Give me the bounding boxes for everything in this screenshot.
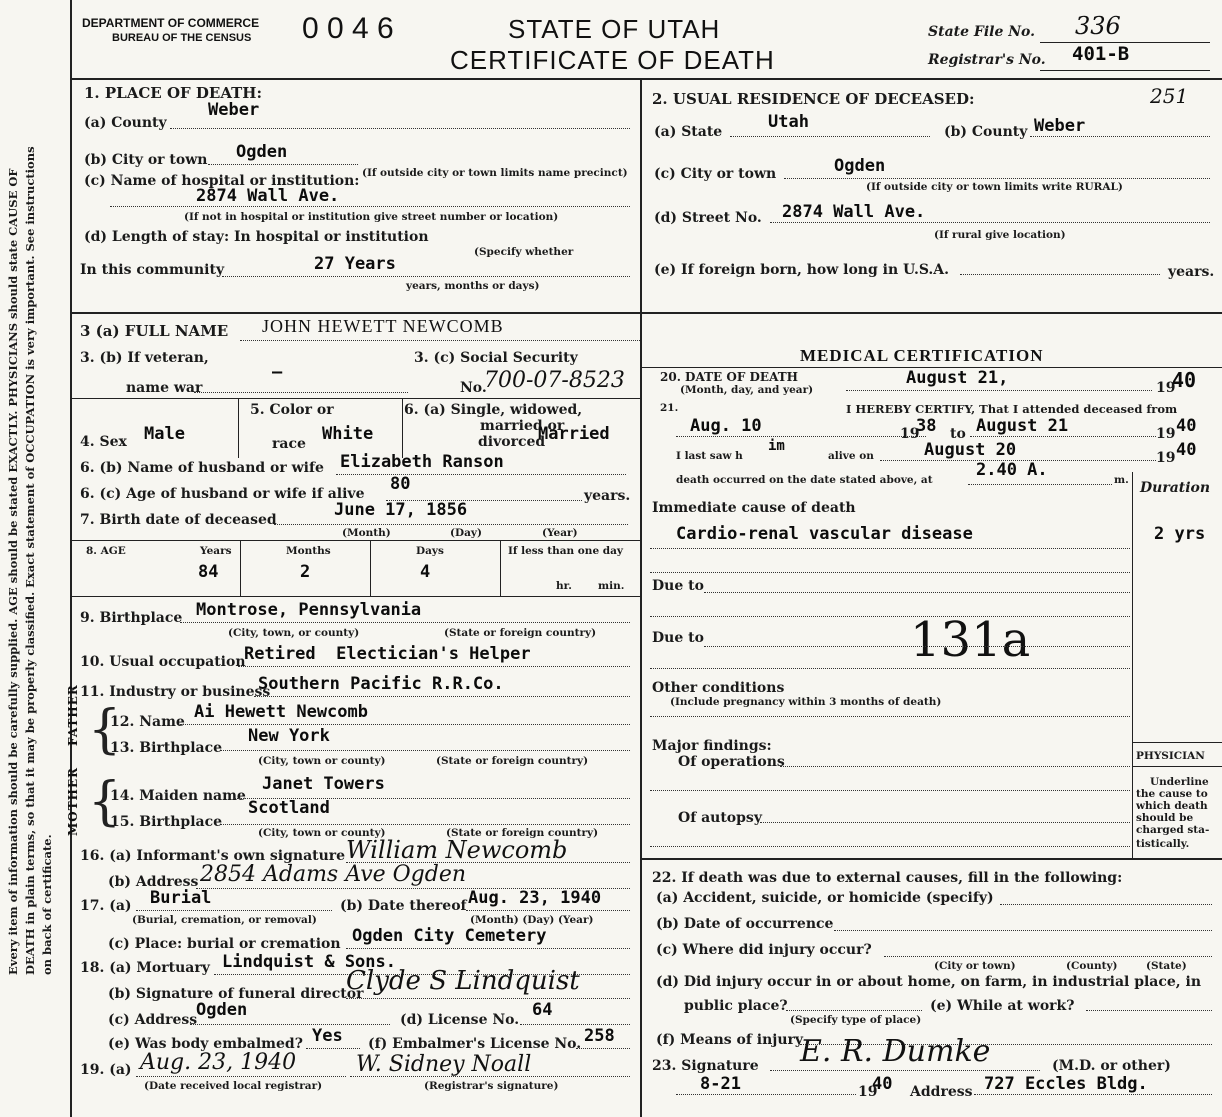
mother-birthplace-label: 15. Birthplace [110,814,223,830]
attend-to-year-prefix: 19 [1156,426,1176,442]
spouse-age: 80 [390,474,411,494]
father-bp-note-state: (State or foreign country) [436,755,589,767]
registrar-sig-note: (Registrar's signature) [424,1080,559,1092]
marital-label: 6. (a) Single, widowed, [404,402,583,418]
signature-date: 8-21 [700,1074,741,1094]
industry-label: 11. Industry or business [80,684,271,700]
age-years: 84 [198,562,219,582]
registrar-label: Registrar's No. [928,52,1046,68]
spouse-age-label: 6. (c) Age of husband or wife if alive [80,486,365,502]
state-file-label: State File No. [928,24,1036,40]
pod-community: 27 Years [314,254,396,274]
res-county: Weber [1034,116,1086,136]
industry: Southern Pacific R.R.Co. [258,674,504,694]
underline-note-6: tistically. [1136,838,1190,850]
attend-to: August 21 [976,416,1069,436]
license: 64 [532,1000,553,1020]
veteran-name-war: name war [126,380,203,396]
state-file-number: 336 [1075,12,1121,40]
mother-brace: { [88,772,122,832]
residence-corner-mark: 251 [1150,84,1189,108]
physician-signature: E. R. Dumke [800,1034,991,1069]
father-birthplace: New York [248,726,330,746]
burial-date: Aug. 23, 1940 [468,888,602,908]
pod-city: Ogden [236,142,288,162]
operations-label: Of operations [678,754,785,770]
public-note: (Specify type of place) [790,1014,922,1026]
informant-address: 2854 Adams Ave Ogden [200,862,467,887]
registrar-signature: W. Sidney Noall [356,1052,532,1077]
pod-city-note: (If outside city or town limits name precinct) [362,167,628,179]
res-county-label: (b) County [944,124,1028,140]
burial-date-label: (b) Date thereof [340,898,467,914]
color-label: 5. Color or [250,402,334,418]
director-signature: Clyde S Lindquist [346,966,580,996]
certify-number: 21. [660,402,679,414]
age-months-label: Months [286,545,331,557]
res-city-label: (c) City or town [654,166,777,182]
full-name-label: 3 (a) FULL NAME [80,322,229,340]
signature-year-prefix: 19 [858,1084,878,1100]
received-label: 19. (a) [80,1062,132,1078]
sidebar-instructions-2: DEATH in plain terms, so that it may be properly classified. Exact statement of OCCUPATION is very important. See instructions [23,146,37,975]
informant-signature: William Newcomb [346,836,568,864]
res-foreign-label: (e) If foreign born, how long in U.S.A. [654,262,950,278]
pod-community-label: In this community [80,262,225,278]
signature-label: 23. Signature [652,1058,759,1074]
father-name-label: 12. Name [110,714,185,730]
last-saw-year-prefix: 19 [1156,450,1176,466]
pod-hospital-label: (c) Name of hospital or institution: [84,173,360,189]
director-sig-label: (b) Signature of funeral director [108,986,364,1002]
pod-city-label: (b) City or town [84,152,208,168]
dod-year: 40 [1172,368,1197,392]
father-bp-note-city: (City, town or county) [258,755,386,767]
registrar-number: 401-B [1072,43,1130,65]
last-saw-mark: im [768,438,785,454]
certify-text: I HEREBY CERTIFY, That I attended deceased from [846,402,1178,416]
public-label: public place? [684,998,788,1014]
mortuary: Lindquist & Sons. [222,952,396,972]
spouse-age-unit: years. [584,488,631,504]
signature-address: 727 Eccles Bldg. [984,1074,1148,1094]
burial-place-label: (c) Place: burial or cremation [108,936,341,952]
means-label: (f) Means of injury [656,1032,804,1048]
medical-heading: MEDICAL CERTIFICATION [800,346,1044,365]
pod-hospital-note: (If not in hospital or institution give street number or location) [184,211,559,223]
age-min-label: min. [598,580,625,592]
work-label: (e) While at work? [930,998,1075,1014]
external-heading: 22. If death was due to external causes, fill in the following: [652,870,1123,886]
autopsy-label: Of autopsy [678,810,762,826]
death-time: 2.40 A. [976,460,1048,480]
mother-bp-note-state: (State or foreign country) [446,827,599,839]
underline-note-4: should be [1136,812,1194,824]
burial-date-note: (Month) (Day) (Year) [470,914,594,926]
spouse: Elizabeth Ranson [340,452,504,472]
received-date: Aug. 23, 1940 [140,1050,297,1075]
ss-no: 700-07-8523 [484,368,625,393]
ss-label: 3. (c) Social Security [414,350,578,366]
informant-sig-label: 16. (a) Informant's own signature [80,848,346,864]
where-note-state: (State) [1146,960,1187,972]
birth-day-note: (Day) [450,527,482,539]
res-street-note: (If rural give location) [934,229,1066,241]
place-of-death-heading: 1. PLACE OF DEATH: [84,84,263,102]
signature-address-label: Address [910,1084,973,1100]
birth-date-label: 7. Birth date of deceased [80,512,277,528]
attend-to-label: to [950,426,966,442]
res-state-label: (a) State [654,124,723,140]
physician-label: PHYSICIAN [1136,750,1205,762]
attend-from: Aug. 10 [690,416,762,436]
veteran-value: — [272,362,283,382]
embalmer-license: 258 [584,1026,615,1046]
sex: Male [144,424,185,444]
due-to-2-label: Due to [652,630,704,646]
due-to-1-label: Due to [652,578,704,594]
occurrence-label: (b) Date of occurrence [656,916,834,932]
attend-from-year-prefix: 19 [900,426,920,442]
birth-month-note: (Month) [342,527,391,539]
duration-label: Duration [1140,480,1211,496]
spouse-label: 6. (b) Name of husband or wife [80,460,324,476]
father-brace: { [88,700,122,760]
burial-note: (Burial, cremation, or removal) [132,914,317,926]
pod-stay-note: (Specify whether [474,246,574,258]
res-city: Ogden [834,156,886,176]
other-conditions-label: Other conditions [652,680,785,696]
license-label: (d) License No. [400,1012,520,1028]
birthplace-note-city: (City, town, or county) [228,627,360,639]
underline-note-1: Underline [1150,776,1209,788]
pod-county-label: (a) County [84,115,167,131]
father-birthplace-label: 13. Birthplace [110,740,223,756]
underline-note-2: the cause to [1136,788,1208,800]
father-side-label: FATHER [66,684,80,746]
res-state: Utah [768,112,809,132]
date-of-death: August 21, [906,368,1009,388]
occurred-label: death occurred on the date stated above, at [676,474,933,486]
mother-maiden-name: Janet Towers [262,774,385,794]
birth-year-note: (Year) [542,527,578,539]
other-conditions-note: (Include pregnancy within 3 months of death) [670,696,942,708]
state-title: STATE OF UTAH [508,14,721,44]
father-name: Ai Hewett Newcomb [194,702,368,722]
last-saw-label: I last saw h [676,450,743,462]
accident-label: (a) Accident, suicide, or homicide (specify) [656,890,994,906]
ss-no-label: No. [460,380,487,396]
burial-place: Ogden City Cemetery [352,926,547,946]
mother-maiden-label: 14. Maiden name [110,788,246,804]
res-street: 2874 Wall Ave. [782,202,926,222]
embalmed-label: (e) Was body embalmed? [108,1036,303,1052]
mortuary-label: 18. (a) Mortuary [80,960,210,976]
date-of-death-note: (Month, day, and year) [680,384,814,396]
age-days-label: Days [416,545,444,557]
pod-county: Weber [208,100,260,120]
underline-note-5: charged sta- [1136,824,1210,836]
received-note: (Date received local registrar) [144,1080,323,1092]
residence-heading: 2. USUAL RESIDENCE OF DECEASED: [652,90,975,108]
burial-label: 17. (a) [80,898,132,914]
mother-birthplace: Scotland [248,798,330,818]
res-foreign-unit: years. [1168,264,1215,280]
veteran-label: 3. (b) If veteran, [80,350,209,366]
marital: Married [538,424,610,444]
alive-on-label: alive on [828,450,874,462]
attend-from-year: 38 [916,416,937,436]
last-saw-date: August 20 [924,440,1017,460]
pod-stay-label: (d) Length of stay: In hospital or institution [84,229,429,245]
mortuary-address-label: (c) Address [108,1012,198,1028]
burial: Burial [150,888,212,908]
pod-community-note: years, months or days) [406,280,540,292]
embalmed: Yes [312,1026,343,1046]
race-label: race [272,436,306,452]
dept-line2: BUREAU OF THE CENSUS [112,32,252,44]
dept-line1: DEPARTMENT OF COMMERCE [82,16,260,30]
dod-year-prefix: 19 [1156,380,1176,396]
form-number: 0 0 4 6 [302,12,394,45]
age-less-than-day-label: If less than one day [508,545,624,557]
immediate-cause-label: Immediate cause of death [652,500,856,516]
birthplace: Montrose, Pennsylvania [196,600,422,620]
mother-side-label: MOTHER [66,766,80,836]
age-hr-label: hr. [556,580,572,592]
where-note-county: (County) [1066,960,1118,972]
home-label: (d) Did injury occur in or about home, on farm, in industrial place, in [656,974,1202,990]
signature-suffix: (M.D. or other) [1052,1058,1171,1074]
marital-label-2: married or [480,418,565,434]
pod-hospital: 2874 Wall Ave. [196,186,340,206]
mortuary-address: Ogden [196,1000,248,1020]
age-months: 2 [300,562,311,582]
res-street-label: (d) Street No. [654,210,762,226]
last-saw-year: 40 [1176,440,1197,460]
res-city-note: (If outside city or town limits write RURAL) [866,181,1123,193]
date-of-death-label: 20. DATE OF DEATH [660,370,798,384]
where-note-city: (City or town) [934,960,1016,972]
major-findings-label: Major findings: [652,738,772,754]
age-days: 4 [420,562,431,582]
duration-value: 2 yrs [1154,524,1206,544]
birthplace-label: 9. Birthplace [80,610,183,626]
informant-address-label: (b) Address [108,874,199,890]
marital-label-3: divorced [478,434,546,450]
full-name: JOHN HEWETT NEWCOMB [262,316,504,336]
underline-note-3: which death [1136,800,1208,812]
birthplace-note-state: (State or foreign country) [444,627,597,639]
sex-label: 4. Sex [80,434,127,450]
certificate-title: CERTIFICATE OF DEATH [450,45,775,75]
where-label: (c) Where did injury occur? [656,942,872,958]
age-label: 8. AGE [86,545,126,557]
mother-bp-note-city: (City, town or county) [258,827,386,839]
cause-code: 131a [910,612,1031,668]
time-unit: m. [1114,474,1129,486]
sidebar-instructions-1: Every item of information should be carefully supplied. AGE should be stated EXACTLY. PHYSICIANS should state CAUSE OF [6,168,20,975]
occupation-label: 10. Usual occupation [80,654,246,670]
age-years-label: Years [200,545,232,557]
occupation: Retired Electician's Helper [244,644,531,664]
attend-to-year: 40 [1176,416,1197,436]
immediate-cause: Cardio-renal vascular disease [676,524,973,544]
race: White [322,424,374,444]
signature-year: 40 [872,1074,893,1094]
birth-date: June 17, 1856 [334,500,468,520]
embalmer-license-label: (f) Embalmer's License No. [368,1036,582,1052]
sidebar-instructions-3: on back of certificate. [40,834,54,975]
